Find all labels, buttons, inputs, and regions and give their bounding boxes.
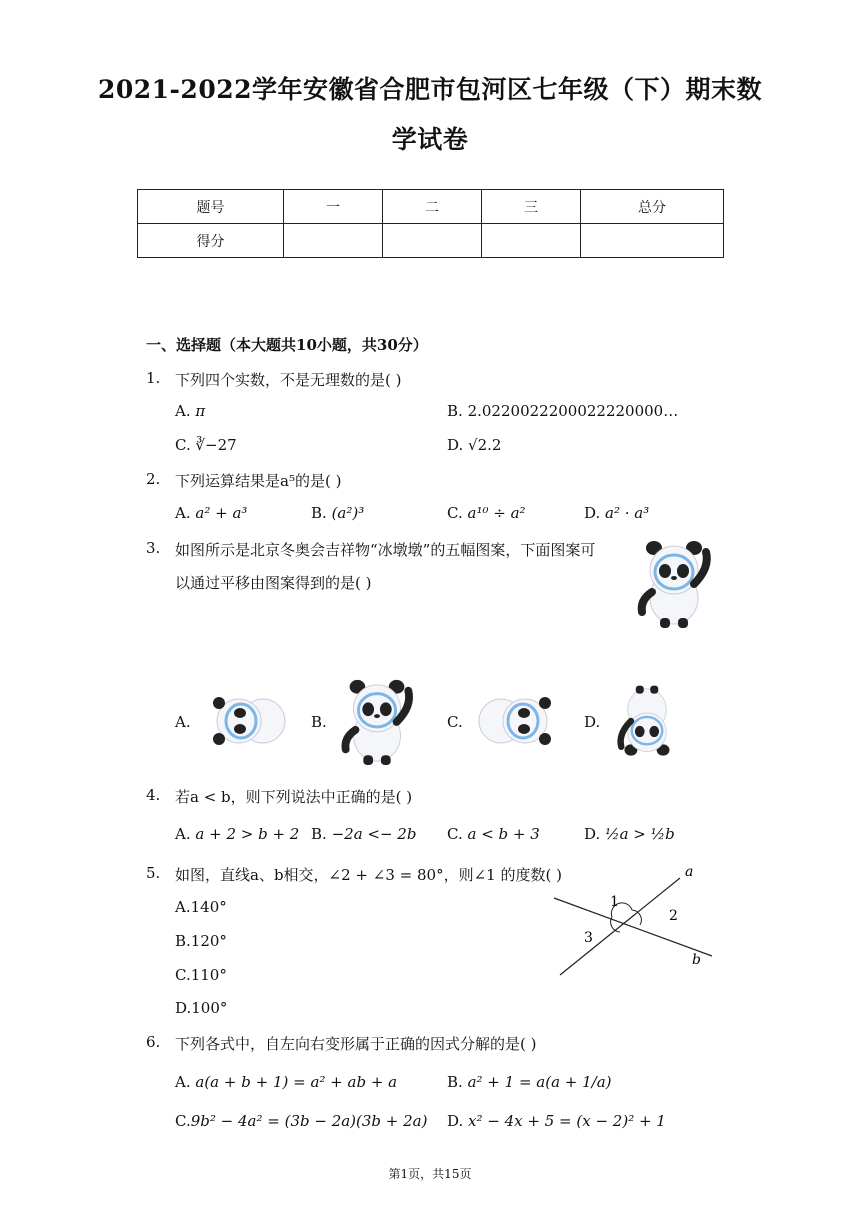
option-text: 2.0220022200022220000…	[467, 402, 679, 420]
option-letter: B.	[447, 402, 463, 420]
mascot-option-c-image	[470, 680, 566, 762]
question-number: 4.	[146, 786, 161, 804]
option-text: 110°	[190, 966, 227, 984]
option-letter: C.	[175, 436, 191, 454]
option-text: x² − 4x + 5 = (x − 2)² + 1	[468, 1112, 666, 1130]
mascot-option-b-image	[334, 677, 420, 767]
option-d	[584, 504, 649, 522]
option-text: 100°	[191, 999, 228, 1017]
option-c	[175, 436, 237, 454]
option-letter: D.	[584, 504, 601, 522]
option-text: 9b² − 4a² = (3b − 2a)(3b + 2a)	[190, 1112, 428, 1130]
option-letter: B.	[175, 932, 191, 950]
option-b	[311, 825, 416, 843]
question-number: 6.	[146, 1033, 161, 1051]
option-b: B.	[311, 713, 327, 731]
option-letter: B.	[447, 1073, 463, 1091]
line-b	[554, 898, 712, 956]
option-c	[447, 504, 526, 522]
label-1: 1	[610, 894, 619, 910]
mascot-reference-image	[632, 538, 716, 630]
score-cell	[482, 224, 581, 258]
option-d	[447, 1112, 666, 1130]
score-header-cell: 二	[383, 190, 482, 224]
question-stem-line2: 以通过平移由图案得到的是( )	[175, 574, 372, 592]
score-header-cell: 一	[284, 190, 383, 224]
option-text: √2.2	[468, 436, 502, 454]
option-a	[175, 898, 227, 916]
option-a	[175, 504, 247, 522]
option-text: 140°	[190, 898, 227, 916]
option-letter: B.	[311, 504, 327, 522]
score-cell	[581, 224, 724, 258]
option-text: 120°	[190, 932, 227, 950]
question-stem: 下列四个实数，不是无理数的是( )	[175, 371, 402, 389]
option-c: C.	[447, 713, 463, 731]
option-b	[311, 504, 364, 522]
option-text: ½a > ½b	[605, 825, 675, 843]
score-table-header-row	[138, 190, 724, 224]
option-text: a(a + b + 1) = a² + ab + a	[195, 1073, 398, 1091]
score-header-cell: 总分	[581, 190, 724, 224]
score-cell	[383, 224, 482, 258]
option-a	[175, 402, 205, 420]
label-3: 3	[584, 930, 593, 946]
option-letter: C.	[447, 504, 463, 522]
option-letter: A.	[175, 402, 191, 420]
option-letter: D.	[447, 436, 464, 454]
intersecting-lines-figure	[550, 860, 720, 980]
option-letter: B.	[311, 825, 327, 843]
option-a: A.	[175, 713, 191, 731]
document-title-line1: 2021-2022学年安徽省合肥市包河区七年级（下）期末数	[97, 75, 763, 104]
option-text: ∛−27	[195, 436, 237, 454]
option-d: D.	[584, 713, 601, 731]
option-b	[175, 932, 227, 950]
score-cell	[284, 224, 383, 258]
score-header-cell: 题号	[138, 190, 284, 224]
option-text: a² + 1 = a(a + 1/a)	[467, 1073, 612, 1091]
score-row-label: 得分	[138, 224, 284, 258]
question-number: 5.	[146, 864, 161, 882]
option-letter: A.	[175, 825, 191, 843]
question-number: 3.	[146, 539, 161, 557]
line-a	[560, 878, 680, 975]
option-a	[175, 1073, 397, 1091]
option-b	[447, 402, 678, 420]
score-table-score-row	[138, 224, 724, 258]
option-letter: A.	[175, 1073, 191, 1091]
option-c	[175, 966, 227, 984]
score-table	[137, 189, 724, 258]
question-stem: 若a < b，则下列说法中正确的是( )	[175, 788, 413, 806]
option-text: a + 2 > b + 2	[195, 825, 300, 843]
mascot-option-a-image	[198, 680, 294, 762]
mascot-option-d-image	[608, 684, 686, 758]
option-d	[175, 999, 227, 1017]
question-stem: 如图，直线a、b相交，∠2 + ∠3 = 80°，则∠1 的度数( )	[175, 866, 562, 884]
question-number: 1.	[146, 369, 161, 387]
option-d	[447, 436, 501, 454]
option-letter: D.	[447, 1112, 464, 1130]
option-text: a < b + 3	[467, 825, 540, 843]
option-text: −2a <− 2b	[331, 825, 417, 843]
option-c	[447, 825, 540, 843]
label-2: 2	[669, 908, 678, 924]
option-c	[175, 1112, 427, 1130]
section-heading: 一、选择题（本大题共10小题，共30分）	[146, 336, 428, 354]
option-letter: C.	[175, 966, 191, 984]
option-letter: D.	[584, 825, 601, 843]
option-d	[584, 825, 675, 843]
option-text: a¹⁰ ÷ a²	[467, 504, 526, 522]
option-letter: A.	[175, 504, 191, 522]
option-text: a² · a³	[605, 504, 650, 522]
option-letter: C.	[175, 1112, 191, 1130]
option-text: a² + a³	[195, 504, 248, 522]
option-letter: C.	[447, 825, 463, 843]
score-header-cell: 三	[482, 190, 581, 224]
option-b	[447, 1073, 612, 1091]
label-a: a	[685, 864, 694, 880]
document-title-line2: 学试卷	[391, 125, 469, 154]
label-b: b	[692, 952, 701, 968]
option-text: (a²)³	[331, 504, 365, 522]
question-stem: 下列各式中，自左向右变形属于正确的因式分解的是( )	[175, 1035, 537, 1053]
question-number: 2.	[146, 470, 161, 488]
question-stem: 下列运算结果是a⁵的是( )	[175, 472, 342, 490]
option-text: π	[195, 402, 206, 420]
option-a	[175, 825, 299, 843]
question-stem-line1: 如图所示是北京冬奥会吉祥物“冰墩墩”的五幅图案，下面图案可	[175, 541, 596, 559]
option-letter: A.	[175, 898, 191, 916]
option-letter: D.	[175, 999, 192, 1017]
page-footer: 第1页，共15页	[388, 1167, 472, 1181]
